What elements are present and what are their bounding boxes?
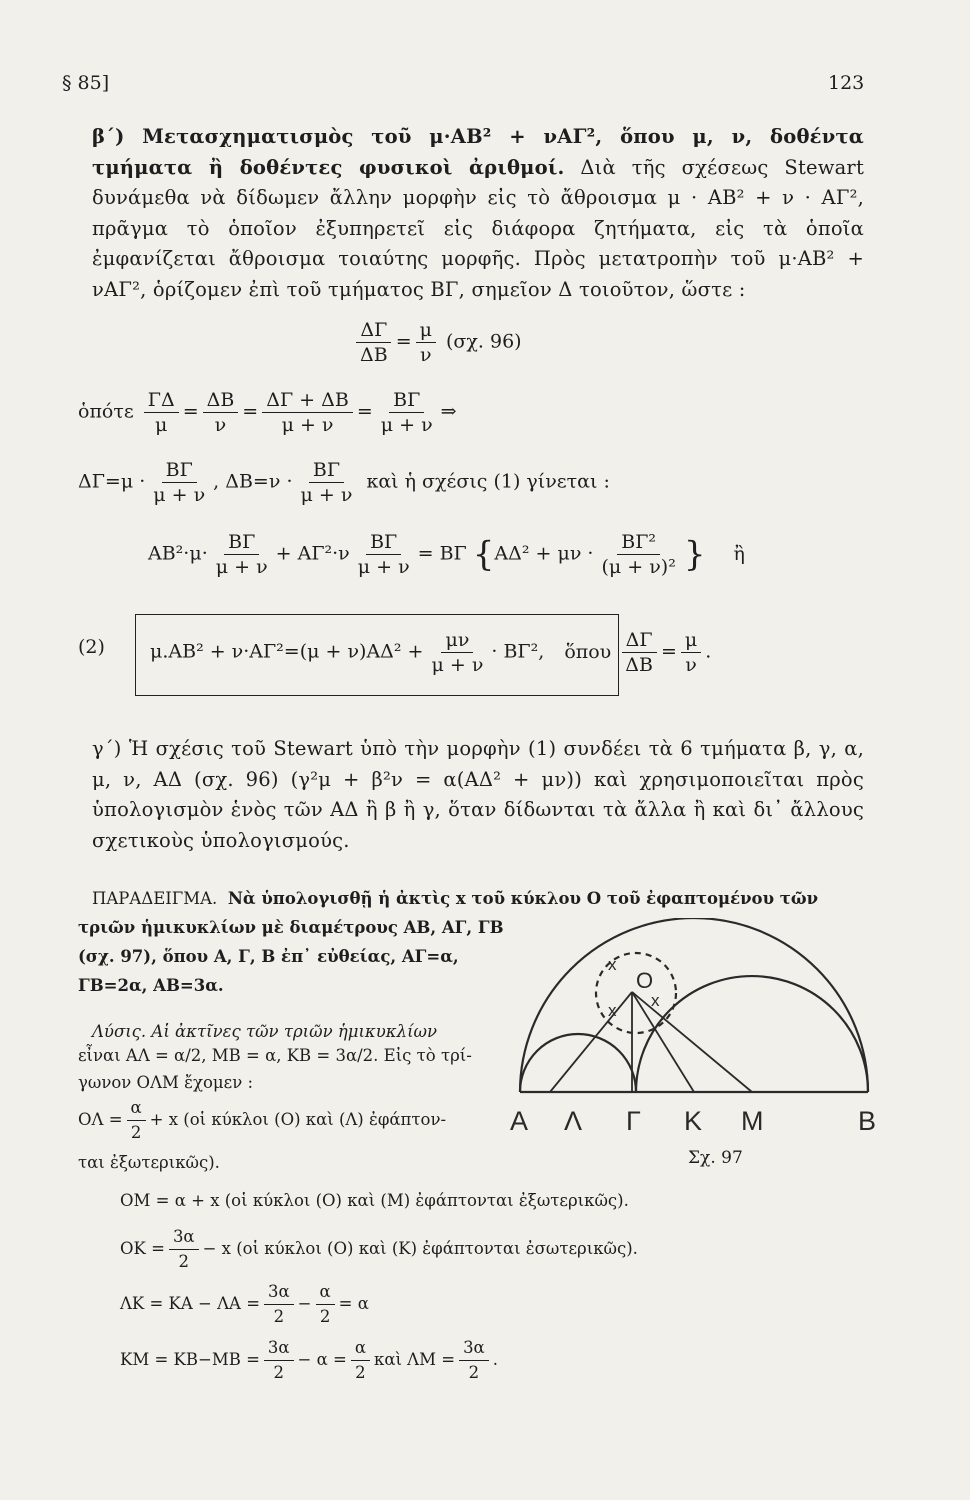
example-heading: ΠΑΡΑΔΕΙΓΜΑ. Νὰ ὑπολογισθῇ ἡ ἀκτὶς x τοῦ κύκλου Ο τοῦ ἐφαπτομένου τῶν: [92, 889, 819, 908]
section-ref: § 85]: [62, 72, 110, 94]
svg-text:x: x: [608, 1001, 617, 1020]
part-b-title: β΄) Μετασχηματισμὸς τοῦ μ·ΑΒ² + νΑΓ², ὅπου μ, ν, δοθέντα τμήματα ἢ δοθέντες φυσικοὶ ἀριθμοί.: [92, 125, 864, 179]
label-m: Μ: [741, 1106, 764, 1136]
label-l: Λ: [564, 1106, 583, 1136]
label-o: Ο: [636, 968, 654, 993]
figure-97-semicircles: [508, 918, 883, 1140]
part-c-paragraph: γ΄) Ἡ σχέσις τοῦ Stewart ὑπὸ τὴν μορφὴν (1) συνδέει τὰ 6 τμήματα β, γ, α, μ, ν, ΑΔ (σχ. 96) (γ²μ + β²ν = α(ΑΔ² + μν)) καὶ χρησιμοποιεῖται πρὸς ὑπολογισμὸν ἑνὸς τῶν ΑΔ ἢ β ἢ γ, ὅταν δίδωνται τὰ ἄλλα ἢ καὶ δι᾽ ἄλλους σχετικοὺς ὑπολογισμούς.: [92, 737, 864, 852]
solution-line3: γωνον ΟΛΜ ἔχομεν :: [78, 1073, 254, 1092]
example-line2: τριῶν ἡμικυκλίων μὲ διαμέτρους ΑΒ, ΑΓ, ΓΒ: [78, 918, 504, 937]
figure-caption: Σχ. 97: [688, 1148, 743, 1168]
example-line3: (σχ. 97), ὅπου Α, Γ, Β ἐπ᾽ εὐθείας, ΑΓ=α,: [78, 947, 459, 966]
equation-proportion: ὁπότε $\frac{\Gamma\Delta}{\mu}$ = $\frac{\Delta B}{\nu}$ = $\frac{\Delta\Gamma + \Delta B}{\mu + \nu}$ = $\frac{B\Gamma}{\mu + \nu}$ ⇒: [78, 389, 457, 436]
segment-ok: [632, 992, 694, 1092]
segment-lo: [550, 992, 632, 1092]
label-b: Β: [858, 1106, 877, 1136]
svg-text:x: x: [651, 991, 660, 1010]
equation-ok: ΟΚ = $\frac{3\alpha}{2}$ − x (οἱ κύκλοι (Ο) καὶ (Κ) ἐφάπτονται ἐσωτερικῶς).: [120, 1227, 638, 1271]
solution-line1: Λύσις. Αἱ ἀκτῖνες τῶν τριῶν ἡμικυκλίων: [92, 1022, 438, 1041]
equation-ratio: $\frac{\Delta\Gamma}{\Delta B}$ = $\frac{\mu}{\nu}$ (σχ. 96): [352, 318, 522, 367]
equation-main-result: μ.ΑΒ² + ν·ΑΓ²=(μ + ν)ΑΔ² + $\frac{\mu\nu}{\mu + \nu}$ · ΒΓ², ὅπου $\frac{\Delta\Gamma}{\Delta B}$ = $\frac{\mu}{\nu}$ .: [150, 629, 712, 676]
part-b-text: Διὰ τῆς σχέσεως Stewart δυνάμεθα νὰ δίδωμεν ἄλλην μορφὴν εἰς τὸ ἄθροισμα μ · ΑΒ² + ν · ΑΓ², πρᾶγμα τὸ ὁποῖον ἐξυπηρετεῖ εἰς διάφορα ζητήματα, εἰς τὰ ὁποῖα ἐμφανίζεται ἄθροισμα τοιαύτης μορφῆς. Πρὸς μετατροπὴν τοῦ μ·ΑΒ² + νΑΓ², ὁρίζομεν ἐπὶ τοῦ τμήματος ΒΓ, σημεῖον Δ τοιοῦτον, ὥστε :: [92, 155, 864, 301]
page-number: 123: [828, 72, 865, 94]
equation-ol: ΟΛ = $\frac{\alpha}{2}$ + x (οἱ κύκλοι (Ο) καὶ (Λ) ἐφάπτον-: [78, 1098, 447, 1142]
part-b-paragraph: [92, 122, 864, 305]
equation-om: ΟΜ = α + x (οἱ κύκλοι (Ο) καὶ (Μ) ἐφάπτονται ἐξωτερικῶς).: [120, 1191, 629, 1210]
label-g: Γ: [626, 1106, 641, 1136]
solution-line-tangent: ται ἐξωτερικῶς).: [78, 1153, 220, 1172]
equation-expansion: ΑΒ²·μ· $\frac{B\Gamma}{\mu + \nu}$ + ΑΓ²·ν $\frac{B\Gamma}{\mu + \nu}$ = ΒΓ {ΑΔ² + μν · $\frac{\text{ΒΓ²}}{\text{(μ + ν)²}}$ } ἢ: [148, 531, 745, 578]
equation-label: (2): [78, 636, 105, 658]
label-k: Κ: [684, 1106, 703, 1136]
segment-om: [632, 992, 752, 1092]
equation-km: ΚΜ = ΚΒ−ΜΒ = $\frac{3\alpha}{2}$ − α = $\frac{\alpha}{2}$ καὶ ΛΜ = $\frac{3\alpha}{2}$ .: [120, 1338, 498, 1382]
solution-line2: εἶναι ΑΛ = α/2, ΜΒ = α, ΚΒ = 3α/2. Εἰς τὸ τρί-: [78, 1046, 472, 1065]
example-line4: ΓΒ=2α, ΑΒ=3α.: [78, 976, 224, 995]
svg-text:x: x: [608, 955, 617, 974]
equation-segments: ΔΓ=μ · $\frac{B\Gamma}{\mu + \nu}$ , ΔΒ=ν · $\frac{B\Gamma}{\mu + \nu}$ καὶ ἡ σχέσις (1) γίνεται :: [78, 459, 610, 506]
equation-lk: ΛΚ = ΚΑ − ΛΑ = $\frac{3\alpha}{2}$ − $\frac{\alpha}{2}$ = α: [120, 1282, 369, 1326]
semicircle-gb: [636, 976, 868, 1092]
label-a: Α: [510, 1106, 529, 1136]
semicircle-ag: [520, 1034, 636, 1092]
